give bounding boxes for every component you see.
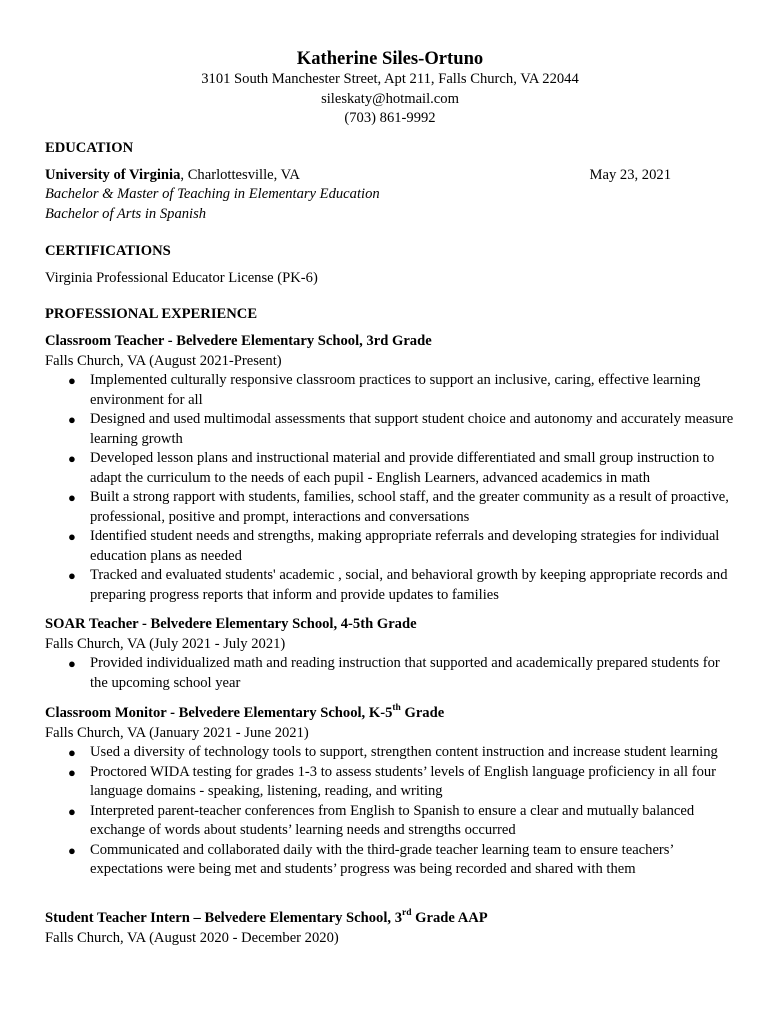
bullet-text: Proctored WIDA testing for grades 1-3 to assess students’ levels of English language proficiency in all four language domains - speaking, listening, reading, and writing [90,763,717,799]
bullet-text: Designed and used multimodal assessments that support student choice and autonomy and accurately measure learning growth [90,411,734,447]
bullet-item [45,449,735,488]
degree-2: Bachelor of Arts in Spanish [45,205,207,222]
bullet-item [45,841,735,880]
job-title [45,704,735,724]
school-location: , Charlottesville, VA [180,166,300,183]
bullet-item [45,410,735,449]
bullet-item [45,763,735,802]
job-entry [45,704,735,880]
bullet-icon: ● [68,745,76,760]
bullet-icon: ● [68,373,76,388]
graduation-date: May 23, 2021 [589,166,671,183]
bullet-text: Tracked and evaluated students' academic , social, and behavioral growth by keeping appropriate records and preparing progress reports that inform and provide updates to families [90,567,728,603]
certification-item: Virginia Professional Educator License (PK-6) [45,269,318,286]
job-entry [45,332,735,605]
school-name: University of Virginia [45,166,181,183]
bullet-icon: ● [68,568,76,583]
bullet-icon: ● [68,803,76,819]
bullet-icon: ● [68,490,76,505]
bullet-text: Developed lesson plans and instructional material and provide differentiated and small group instruction to adapt the curriculum to the needs of each pupil - English Learners, advanced academics in math [90,450,715,486]
bullet-text: Communicated and collaborated daily with the third-grade teacher learning team to ensure teachers’ expectations were being met and students’ progress was being recorded and shared with them [90,841,674,877]
job-location-dates: Falls Church, VA (July 2021 - July 2021) [45,635,286,652]
job-bullets [45,743,735,880]
education-school-row [45,166,735,186]
certifications-section [45,242,735,288]
bullet-icon: ● [68,764,76,780]
job-entry [45,909,735,948]
bullet-icon: ● [68,656,76,671]
job-location-dates: Falls Church, VA (January 2021 - June 2021) [45,724,309,741]
bullet-text: Built a strong rapport with students, families, school staff, and the greater community as a result of proactive, professional, positive and prompt, interactions and conversations [90,489,729,525]
bullet-text: Identified student needs and strengths, making appropriate referrals and developing strategies for individual education plans as needed [90,528,720,564]
job-bullets [45,371,735,605]
job-title: SOAR Teacher - Belvedere Elementary School, 4-5th Grade [45,616,417,632]
bullet-item [45,802,735,841]
job-title-suffix: Grade [400,705,445,721]
bullet-text: Provided individualized math and reading instruction that supported and academically prepared students for the upcoming school year [90,655,720,691]
bullet-icon: ● [68,412,76,427]
certifications-heading: CERTIFICATIONS [45,243,171,259]
job-title [45,909,735,929]
candidate-name: Katherine Siles-Ortuno [296,48,484,69]
bullet-icon: ● [68,529,76,544]
job-bullets [45,654,735,693]
bullet-text: Interpreted parent-teacher conferences from English to Spanish to ensure a clear and mutually balanced exchange of words about students’ learning needs and strengths occurred [90,802,695,838]
job-title-suffix: Grade AAP [411,910,488,926]
bullet-item [45,566,735,605]
bullet-item [45,743,735,763]
bullet-text: Implemented culturally responsive classroom practices to support an inclusive, caring, effective learning environment for all [90,372,701,408]
job-location-dates: Falls Church, VA (August 2020 - December 2020) [45,929,339,946]
education-section [45,139,735,224]
job-title-superscript: th [392,703,401,714]
bullet-item [45,527,735,566]
job-entry [45,615,735,693]
experience-section [45,305,735,325]
job-title-text: Classroom Monitor - Belvedere Elementary School, K-5 [45,705,393,721]
bullet-icon: ● [68,842,76,858]
bullet-item [45,654,735,693]
experience-heading: PROFESSIONAL EXPERIENCE [45,306,258,322]
education-school-line [45,166,300,186]
education-heading: EDUCATION [45,140,134,156]
job-title-text: Student Teacher Intern – Belvedere Elementary School, 3 [45,910,402,926]
phone: (703) 861-9992 [344,110,436,127]
email: sileskaty@hotmail.com [321,90,459,107]
resume-header [45,48,735,129]
degree-1: Bachelor & Master of Teaching in Elementary Education [45,186,380,202]
bullet-item [45,371,735,410]
address: 3101 South Manchester Street, Apt 211, Falls Church, VA 22044 [201,71,579,87]
bullet-text: Used a diversity of technology tools to support, strengthen content instruction and increase student learning [90,744,718,760]
bullet-icon: ● [68,451,76,466]
job-title-superscript: rd [402,908,412,919]
job-location-dates: Falls Church, VA (August 2021-Present) [45,352,282,369]
bullet-item [45,488,735,527]
job-title: Classroom Teacher - Belvedere Elementary School, 3rd Grade [45,333,432,349]
